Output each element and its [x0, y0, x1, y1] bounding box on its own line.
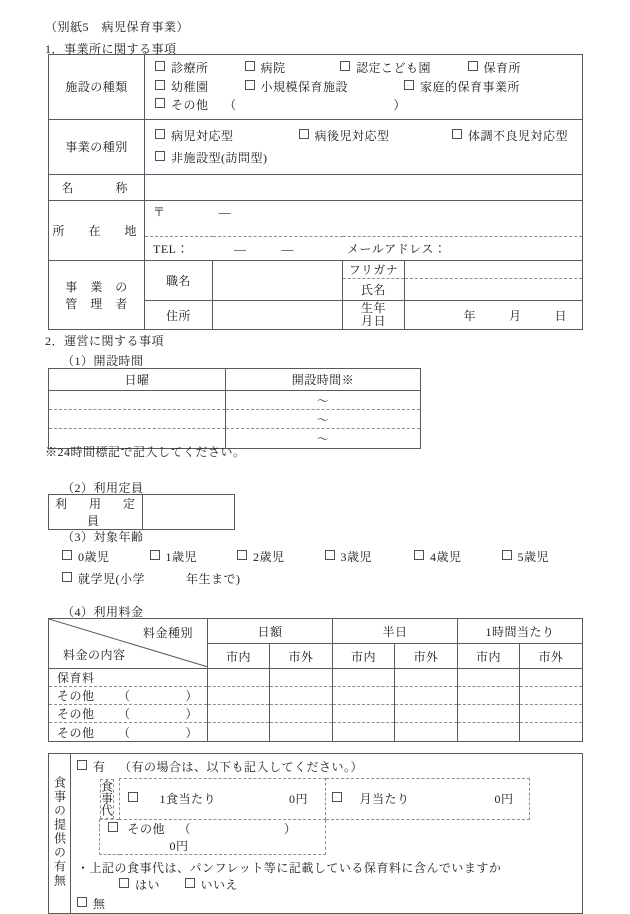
- facility-type-options-line1: [155, 59, 582, 78]
- table-row-address-postal: [49, 201, 583, 237]
- meal-other-paren-close: ）: [284, 821, 297, 836]
- manager-label: [49, 261, 145, 330]
- hours-field[interactable]: 〜: [226, 410, 421, 429]
- target-age-subtitle: （3）対象年齢: [62, 530, 144, 544]
- fee-cell[interactable]: [458, 705, 520, 723]
- address-label-text: 所 在 地: [52, 224, 143, 239]
- checkbox-icon[interactable]: [108, 822, 118, 832]
- checkbox-label: 就学児(小学: [78, 571, 145, 586]
- operating-hours-table: [48, 368, 421, 449]
- table-row-meal: [49, 754, 583, 914]
- address-label: [49, 201, 145, 261]
- fee-cell[interactable]: [395, 669, 458, 687]
- fee-row-label-text: その他: [57, 725, 95, 740]
- tel-dash-2: —: [281, 242, 294, 257]
- fee-group-header-hourly: 1時間当たり: [458, 619, 583, 644]
- checkbox-label: 0歳児: [78, 550, 110, 564]
- checkbox-option-yes[interactable]: [119, 877, 181, 894]
- checkbox-option-home-based-nursery[interactable]: [404, 78, 520, 97]
- checkbox-icon[interactable]: [502, 550, 512, 560]
- fee-row-paren-open: （: [118, 707, 131, 721]
- checkbox-label: 幼稚園: [171, 79, 209, 94]
- checkbox-icon[interactable]: [404, 80, 414, 90]
- table-header-row: [49, 369, 421, 391]
- checkbox-label: 1歳児: [165, 550, 198, 564]
- checkbox-label: 4歳児: [430, 550, 462, 564]
- fee-row-paren-open: （: [118, 725, 131, 740]
- checkbox-label: 保育所: [483, 61, 522, 75]
- day-field[interactable]: [49, 391, 226, 410]
- meal-cost-row-1: [100, 779, 530, 820]
- name-label: [49, 175, 145, 201]
- checkbox-label: 病院: [260, 61, 286, 75]
- birth-day-label: 日: [554, 308, 568, 323]
- capacity-label-text: 利 用 定 員: [54, 497, 158, 528]
- fee-sub-header-out-city: 市外: [395, 644, 458, 669]
- meal-content-cell: [71, 754, 583, 914]
- checkbox-option-hospital[interactable]: [245, 59, 337, 78]
- checkbox-option-school-age[interactable]: [62, 569, 145, 591]
- fee-cell[interactable]: [520, 669, 583, 687]
- checkbox-icon[interactable]: [340, 61, 350, 71]
- capacity-label: [49, 495, 158, 530]
- business-type-options-line2: [155, 147, 582, 169]
- checkbox-option-certified-kodomoen[interactable]: [340, 59, 464, 78]
- business-type-label: 事業の種別: [49, 119, 145, 174]
- meal-question: ・上記の食事代は、パンフレット等に記載している保育料に含んでいますか: [77, 860, 502, 875]
- table-row-manager-furigana: [49, 261, 583, 279]
- checkbox-icon[interactable]: [325, 550, 335, 560]
- facility-type-options-line3: [155, 96, 582, 115]
- meal-cost-row-2: [100, 819, 530, 854]
- fee-sub-header-in-city: 市内: [333, 644, 395, 669]
- fee-cell[interactable]: [395, 705, 458, 723]
- manager-label-line1: 事 業 の: [65, 280, 128, 295]
- fee-cell[interactable]: [333, 723, 395, 742]
- fee-row-label: 保育料: [49, 669, 208, 687]
- fee-row-label-other: [49, 687, 208, 705]
- fee-group-header-halfday: 半日: [333, 619, 458, 644]
- hours-field[interactable]: 〜: [226, 429, 421, 449]
- target-age-options: [62, 547, 582, 590]
- checkbox-option-age-0[interactable]: [62, 547, 146, 569]
- meal-per-meal-label: 1食当たり: [159, 792, 217, 807]
- meal-other-paren-open: （: [178, 821, 192, 836]
- facility-type-label: 施設の種類: [49, 55, 145, 120]
- other-paren-close: ）: [393, 98, 407, 113]
- name-value-field[interactable]: [145, 175, 583, 201]
- birthdate-label-line1: 生年: [360, 300, 386, 315]
- fee-cell[interactable]: [395, 687, 458, 705]
- fee-cell[interactable]: [270, 669, 333, 687]
- meal-cost-block: [99, 778, 529, 855]
- checkbox-icon[interactable]: [155, 151, 165, 161]
- checkbox-option-age-2[interactable]: [237, 547, 321, 569]
- meal-other-amount: 0円: [169, 838, 189, 853]
- fee-cell[interactable]: [520, 687, 583, 705]
- fee-sub-header-out-city: 市外: [270, 644, 333, 669]
- checkbox-icon[interactable]: [155, 98, 165, 108]
- target-age-options-line1: [62, 547, 582, 569]
- table-row-facility-type: [49, 55, 583, 120]
- meal-per-meal-cell[interactable]: [120, 779, 326, 820]
- home-address-label: 住所: [145, 301, 213, 330]
- fee-cell[interactable]: [333, 705, 395, 723]
- furigana-value-field[interactable]: [405, 261, 583, 279]
- other-paren-open: （: [224, 98, 237, 113]
- fees-subtitle: （4）利用料金: [62, 605, 144, 619]
- facility-type-options-cell: [145, 55, 583, 120]
- checkbox-icon[interactable]: [155, 80, 165, 90]
- facility-type-options-line2: [155, 78, 582, 97]
- checkbox-label: 非施設型(訪問型): [171, 150, 268, 165]
- fee-group-header-daily: 日額: [208, 619, 333, 644]
- business-type-options-cell: [145, 119, 583, 174]
- fee-row-paren-open: （: [118, 689, 131, 703]
- meal-cost-label: [100, 779, 114, 819]
- table-row: [49, 669, 583, 687]
- table-row: [49, 705, 583, 723]
- checkbox-icon[interactable]: [155, 61, 165, 71]
- table-row: [49, 410, 421, 429]
- birth-month-label: 月: [509, 308, 522, 323]
- fee-cell[interactable]: [208, 705, 270, 723]
- job-title-label: 職名: [145, 261, 213, 301]
- checkbox-icon[interactable]: [62, 572, 72, 582]
- checkbox-icon[interactable]: [332, 792, 342, 802]
- fee-row-label-text: その他: [57, 707, 95, 721]
- fee-cell[interactable]: [458, 723, 520, 742]
- meal-answer-row: [119, 877, 582, 894]
- meal-cost-label-text: 食事代: [99, 779, 114, 816]
- document-header: （別紙5 病児保育事業）: [45, 20, 190, 34]
- checkbox-icon[interactable]: [299, 129, 309, 139]
- birth-year-label: 年: [463, 308, 476, 323]
- fee-cell[interactable]: [208, 723, 270, 742]
- facility-info-table: [48, 54, 583, 330]
- meal-has-note: （有の場合は、以下も記入してください。）: [119, 760, 364, 774]
- checkbox-label: 診療所: [171, 61, 209, 75]
- checkbox-label: 有: [93, 760, 106, 774]
- checkbox-option-no[interactable]: [185, 877, 239, 894]
- fullname-label: 氏名: [343, 279, 405, 301]
- checkbox-icon[interactable]: [414, 550, 424, 560]
- hours-field[interactable]: 〜: [226, 391, 421, 410]
- fee-row-paren-close: ）: [185, 725, 199, 740]
- name-label-text: 名 称: [61, 181, 134, 196]
- meal-provision-table: [48, 753, 583, 914]
- checkbox-label: 病児対応型: [171, 128, 234, 143]
- birthdate-label-line2: 月日: [360, 314, 386, 329]
- section-1-title: 1．事業所に関する事項: [45, 42, 177, 56]
- fee-cell[interactable]: [333, 669, 395, 687]
- furigana-label: フリガナ: [343, 261, 405, 279]
- checkbox-label: 5歳児: [517, 550, 550, 564]
- fee-row-label-text: その他: [57, 689, 95, 703]
- checkbox-option-meal-not-provided[interactable]: [77, 896, 106, 913]
- checkbox-label: 認定こども園: [356, 61, 432, 75]
- fullname-value-field[interactable]: [405, 279, 583, 301]
- fee-sub-header-in-city: 市内: [458, 644, 520, 669]
- postal-dash: —: [218, 205, 232, 220]
- checkbox-label: はい: [135, 878, 161, 893]
- fee-row-label-other: [49, 723, 208, 742]
- checkbox-option-other[interactable]: [155, 96, 209, 115]
- checkbox-icon[interactable]: [77, 760, 87, 770]
- fee-row-paren-close: ）: [185, 707, 199, 721]
- fee-cell[interactable]: [395, 723, 458, 742]
- fee-corner-cell: [49, 619, 208, 669]
- fee-row-label-other: [49, 705, 208, 723]
- checkbox-option-convalescent-child[interactable]: [299, 125, 449, 147]
- meal-cost-table: [99, 778, 530, 855]
- section-2-title: 2．運営に関する事項: [45, 334, 165, 348]
- meal-per-month-cell[interactable]: [326, 779, 530, 820]
- checkbox-label: その他: [171, 98, 209, 113]
- business-type-options-line1: [155, 125, 582, 147]
- checkbox-icon[interactable]: [128, 792, 138, 802]
- manager-label-line2: 管 理 者: [65, 297, 128, 312]
- checkbox-option-unwell-child[interactable]: [452, 125, 568, 147]
- fee-sub-header-in-city: 市内: [208, 644, 270, 669]
- fee-table-header-group: [49, 619, 583, 644]
- capacity-table: [48, 494, 235, 530]
- meal-has-row: [77, 758, 582, 776]
- home-address-value-field[interactable]: [213, 301, 343, 330]
- fee-cell[interactable]: [208, 687, 270, 705]
- hours-subtitle: （1）開設時間: [62, 354, 144, 368]
- table-row: [49, 723, 583, 742]
- checkbox-option-clinic[interactable]: [155, 59, 241, 78]
- checkbox-option-kindergarten[interactable]: [155, 78, 241, 97]
- fee-sub-header-out-city: 市外: [520, 644, 583, 669]
- fee-corner-bottom-left-label: 料金の内容: [63, 648, 126, 662]
- fee-row-paren-close: ）: [185, 689, 199, 703]
- checkbox-label: 2歳児: [253, 550, 285, 564]
- fee-cell[interactable]: [270, 687, 333, 705]
- column-header-day: 日曜: [49, 369, 226, 391]
- checkbox-label: いいえ: [200, 878, 239, 893]
- checkbox-icon[interactable]: [77, 897, 87, 907]
- table-row-name: [49, 175, 583, 201]
- table-row: [49, 391, 421, 410]
- fee-cell[interactable]: [458, 687, 520, 705]
- meal-none-row: [77, 896, 582, 913]
- checkbox-icon[interactable]: [150, 550, 160, 560]
- meal-per-meal-amount: 0円: [289, 792, 309, 807]
- column-header-hours: 開設時間※: [226, 369, 421, 391]
- checkbox-icon[interactable]: [237, 550, 247, 560]
- table-row-business-type: [49, 119, 583, 174]
- checkbox-label: 病後児対応型: [314, 128, 390, 143]
- checkbox-label: 小規模保育施設: [260, 79, 349, 94]
- checkbox-icon[interactable]: [119, 878, 129, 888]
- postal-code-cell[interactable]: [145, 201, 583, 237]
- checkbox-option-age-1[interactable]: [150, 547, 234, 569]
- table-row: [49, 687, 583, 705]
- tel-dash-1: —: [234, 242, 247, 257]
- meal-other-label: その他: [127, 821, 166, 836]
- meal-per-month-amount: 0円: [494, 792, 514, 807]
- checkbox-option-small-scale-nursery[interactable]: [245, 78, 401, 97]
- target-age-options-line2: [62, 569, 582, 591]
- checkbox-icon[interactable]: [245, 80, 255, 90]
- birthdate-label: [343, 301, 405, 330]
- job-title-value-field[interactable]: [213, 261, 343, 301]
- meal-vertical-label: [49, 754, 71, 914]
- fee-table: [48, 618, 583, 742]
- fee-cell[interactable]: [208, 669, 270, 687]
- checkbox-icon[interactable]: [245, 61, 255, 71]
- fee-cell[interactable]: [458, 669, 520, 687]
- checkbox-option-non-facility-visiting[interactable]: [155, 147, 268, 169]
- meal-vertical-label-text: 食事の提供の有無: [52, 775, 67, 888]
- checkbox-icon[interactable]: [155, 129, 165, 139]
- checkbox-option-sick-child[interactable]: [155, 125, 295, 147]
- checkbox-label: 体調不良児対応型: [468, 128, 569, 143]
- school-option-suffix: 年生まで): [186, 571, 241, 586]
- checkbox-label: 3歳児: [340, 550, 373, 564]
- email-label: メールアドレス：: [347, 242, 447, 257]
- meal-per-month-label: 月当たり: [359, 792, 410, 807]
- checkbox-icon[interactable]: [468, 61, 478, 71]
- checkbox-label: 無: [93, 897, 106, 912]
- checkbox-option-age-5[interactable]: [502, 547, 550, 569]
- checkbox-option-meal-provided[interactable]: [77, 758, 106, 776]
- table-row-capacity: [49, 495, 235, 530]
- fee-cell[interactable]: [270, 723, 333, 742]
- fee-cell[interactable]: [270, 705, 333, 723]
- meal-other-cell[interactable]: [100, 819, 326, 854]
- day-field[interactable]: [49, 410, 226, 429]
- birthdate-value-field[interactable]: [405, 301, 583, 330]
- checkbox-icon[interactable]: [62, 550, 72, 560]
- capacity-subtitle: （2）利用定員: [62, 481, 144, 495]
- fee-cell[interactable]: [520, 723, 583, 742]
- postal-mark-icon: 〒: [153, 205, 166, 220]
- fee-cell[interactable]: [520, 705, 583, 723]
- tel-label: TEL：: [153, 242, 189, 257]
- checkbox-option-nursery[interactable]: [468, 59, 522, 78]
- checkbox-label: 家庭的保育事業所: [420, 79, 521, 94]
- checkbox-icon[interactable]: [185, 878, 195, 888]
- fee-cell[interactable]: [333, 687, 395, 705]
- checkbox-icon[interactable]: [452, 129, 462, 139]
- fee-corner-top-right-label: 料金種別: [142, 626, 193, 640]
- checkbox-option-age-4[interactable]: [414, 547, 498, 569]
- contact-cell[interactable]: [145, 237, 583, 261]
- checkbox-option-age-3[interactable]: [325, 547, 411, 569]
- hours-footnote: ※24時間標記で記入してください。: [45, 445, 246, 459]
